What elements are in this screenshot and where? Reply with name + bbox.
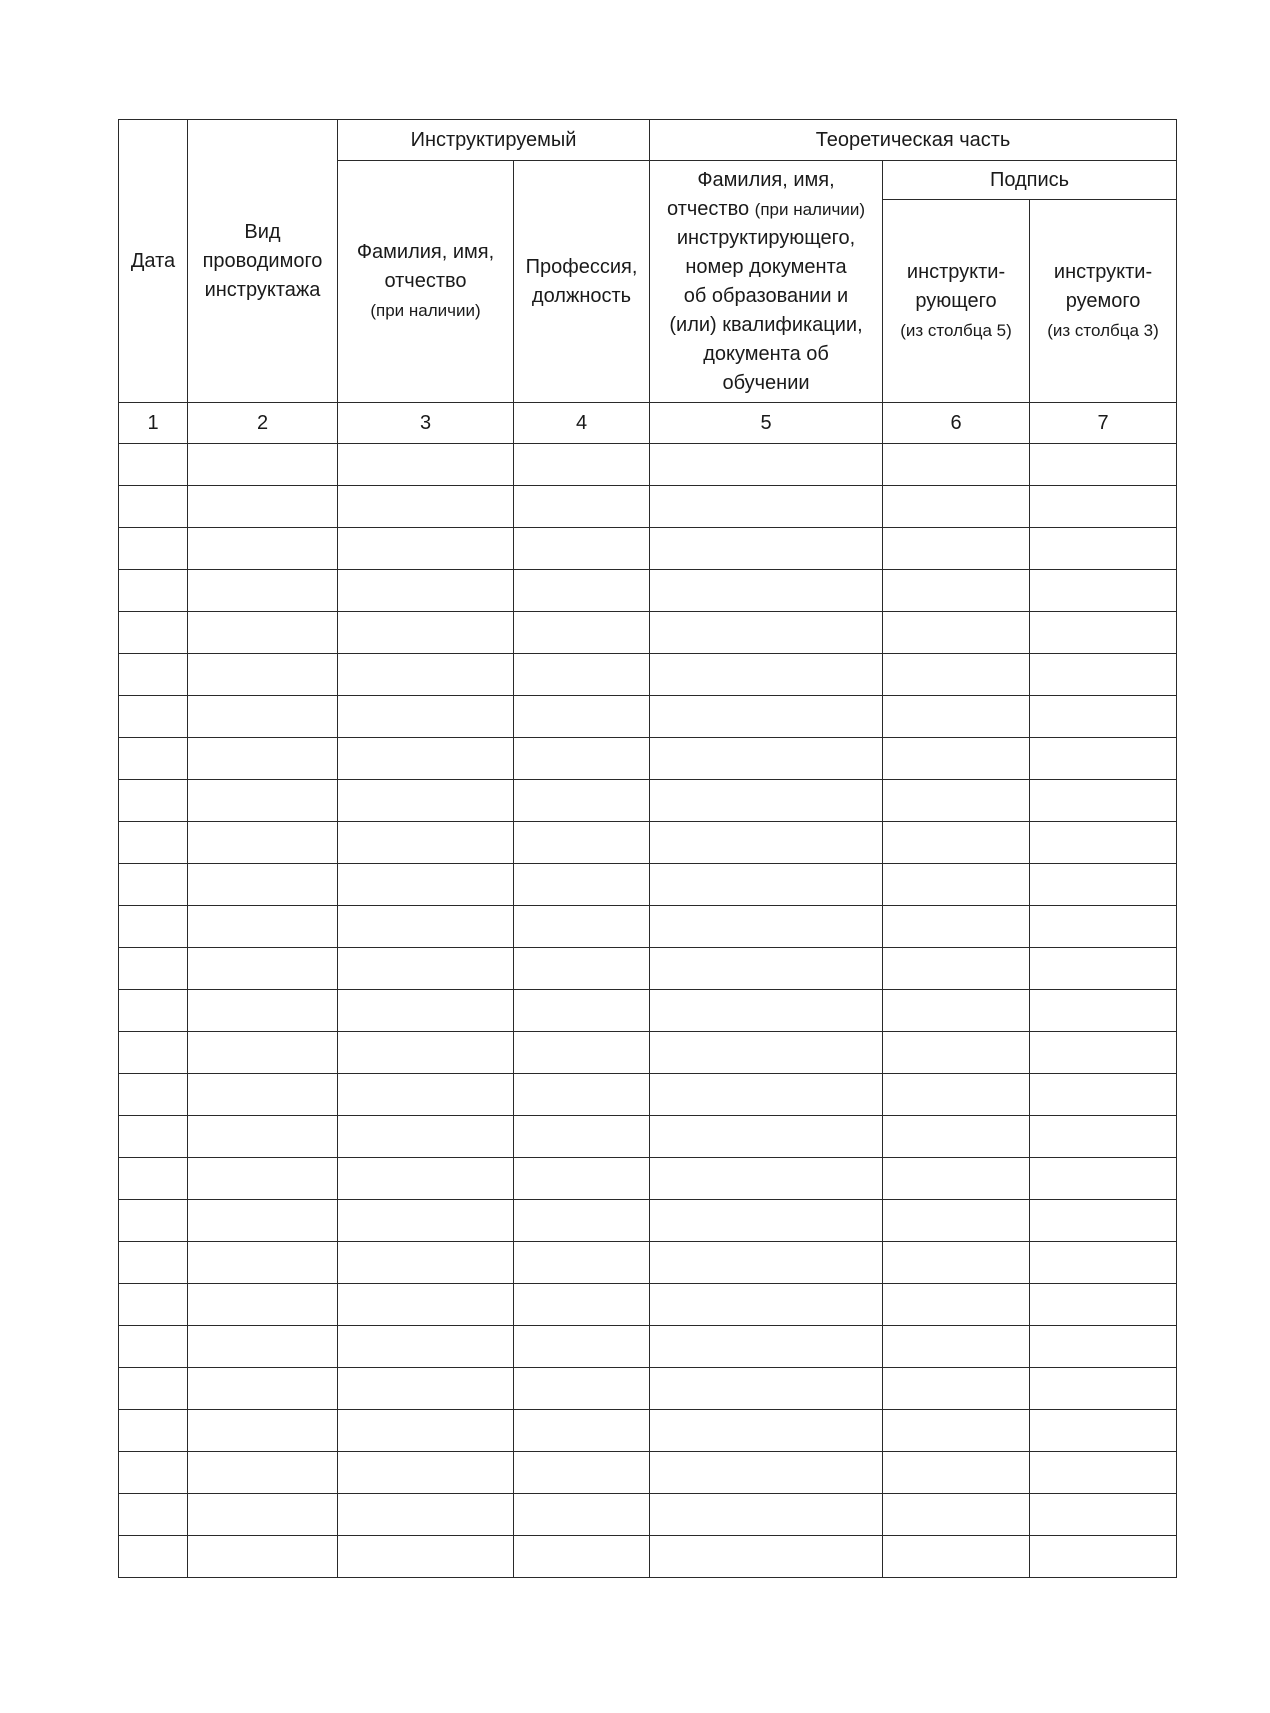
table-cell[interactable] bbox=[650, 1074, 883, 1116]
table-row bbox=[119, 906, 1177, 948]
table-cell[interactable] bbox=[1030, 1368, 1177, 1410]
table-cell[interactable] bbox=[883, 1368, 1030, 1410]
header-instruction-type-line: проводимого bbox=[202, 249, 323, 272]
table-row bbox=[119, 1116, 1177, 1158]
header-instructor-fio-line bbox=[650, 195, 882, 224]
table-cell[interactable] bbox=[650, 1284, 883, 1326]
column-number: 7 bbox=[1030, 403, 1177, 444]
header-profession-line: Профессия, bbox=[525, 255, 638, 278]
column-number-row bbox=[119, 403, 1177, 444]
table-row bbox=[119, 1032, 1177, 1074]
table-cell[interactable] bbox=[1030, 780, 1177, 822]
table-cell[interactable] bbox=[188, 1326, 338, 1368]
table-cell[interactable] bbox=[338, 1242, 514, 1284]
table-row bbox=[119, 1242, 1177, 1284]
table-cell[interactable] bbox=[650, 486, 883, 528]
table-cell[interactable] bbox=[119, 1536, 188, 1578]
table-cell[interactable] bbox=[188, 1158, 338, 1200]
header-instructor-fio-word: отчество bbox=[667, 197, 750, 220]
table-cell[interactable] bbox=[119, 1410, 188, 1452]
table-cell[interactable] bbox=[883, 864, 1030, 906]
table-cell[interactable] bbox=[650, 948, 883, 990]
table-row bbox=[119, 1410, 1177, 1452]
table-cell[interactable] bbox=[650, 780, 883, 822]
table-cell[interactable] bbox=[514, 780, 650, 822]
header-instructor-fio-line: (или) квалификации, bbox=[669, 313, 863, 336]
table-cell[interactable] bbox=[883, 1494, 1030, 1536]
table-cell[interactable] bbox=[1030, 1536, 1177, 1578]
table-cell[interactable] bbox=[119, 1158, 188, 1200]
column-number: 1 bbox=[119, 403, 188, 444]
column-number: 2 bbox=[188, 403, 338, 444]
table-row bbox=[119, 1200, 1177, 1242]
table-cell[interactable] bbox=[338, 528, 514, 570]
table-cell[interactable] bbox=[188, 528, 338, 570]
table-cell[interactable] bbox=[338, 1368, 514, 1410]
table-cell[interactable] bbox=[1030, 1200, 1177, 1242]
table-cell[interactable] bbox=[883, 1536, 1030, 1578]
table-cell[interactable] bbox=[650, 1452, 883, 1494]
header-instructor-fio-note: (при наличии) bbox=[754, 199, 865, 219]
table-cell[interactable] bbox=[514, 822, 650, 864]
table-cell[interactable] bbox=[188, 822, 338, 864]
table-row bbox=[119, 696, 1177, 738]
table-cell[interactable] bbox=[514, 990, 650, 1032]
header-signature-group: Подпись bbox=[883, 161, 1177, 200]
table-row bbox=[119, 1452, 1177, 1494]
header-instruction-type bbox=[188, 120, 338, 403]
table-cell[interactable] bbox=[883, 1410, 1030, 1452]
table-cell[interactable] bbox=[188, 1200, 338, 1242]
header-sign-instructed-line: инструкти- bbox=[1053, 260, 1153, 283]
header-instructed-fio-line: Фамилия, имя, bbox=[356, 241, 495, 263]
table-cell[interactable] bbox=[650, 1410, 883, 1452]
table-cell[interactable] bbox=[650, 1032, 883, 1074]
table-cell[interactable] bbox=[188, 1242, 338, 1284]
table-cell[interactable] bbox=[188, 1032, 338, 1074]
table-cell[interactable] bbox=[650, 570, 883, 612]
table-cell[interactable] bbox=[650, 696, 883, 738]
table-cell[interactable] bbox=[119, 654, 188, 696]
table-cell[interactable] bbox=[338, 1494, 514, 1536]
table-cell[interactable] bbox=[119, 1242, 188, 1284]
column-number: 3 bbox=[338, 403, 514, 444]
table-cell[interactable] bbox=[883, 1116, 1030, 1158]
table-cell[interactable] bbox=[514, 1452, 650, 1494]
header-instructor-fio-line: Фамилия, имя, bbox=[697, 168, 835, 191]
table-cell[interactable] bbox=[338, 990, 514, 1032]
table-cell[interactable] bbox=[514, 906, 650, 948]
table-cell[interactable] bbox=[1030, 1326, 1177, 1368]
table-cell[interactable] bbox=[883, 486, 1030, 528]
table-cell[interactable] bbox=[338, 1326, 514, 1368]
table-cell[interactable] bbox=[188, 948, 338, 990]
header-profession bbox=[514, 161, 650, 403]
table-cell[interactable] bbox=[119, 1452, 188, 1494]
header-instruction-type-line: Вид bbox=[244, 220, 281, 243]
table-cell[interactable] bbox=[650, 822, 883, 864]
table-cell[interactable] bbox=[188, 1452, 338, 1494]
header-sign-instructed-note: (из столбца 3) bbox=[1047, 320, 1159, 340]
table-cell[interactable] bbox=[883, 444, 1030, 486]
table-cell[interactable] bbox=[883, 1284, 1030, 1326]
table-cell[interactable] bbox=[338, 738, 514, 780]
table-row bbox=[119, 1536, 1177, 1578]
table-cell[interactable] bbox=[650, 1326, 883, 1368]
table-row bbox=[119, 990, 1177, 1032]
table-cell[interactable] bbox=[883, 612, 1030, 654]
table-cell[interactable] bbox=[883, 696, 1030, 738]
table-cell[interactable] bbox=[188, 696, 338, 738]
table-row bbox=[119, 444, 1177, 486]
table-cell[interactable] bbox=[514, 444, 650, 486]
table-cell[interactable] bbox=[188, 570, 338, 612]
table-row bbox=[119, 948, 1177, 990]
table-cell[interactable] bbox=[338, 486, 514, 528]
table-cell[interactable] bbox=[514, 612, 650, 654]
table-cell[interactable] bbox=[514, 696, 650, 738]
header-instructor-fio-line: номер документа bbox=[685, 255, 847, 278]
table-cell[interactable] bbox=[650, 654, 883, 696]
table-cell[interactable] bbox=[338, 570, 514, 612]
table-cell[interactable] bbox=[188, 1536, 338, 1578]
table-cell[interactable] bbox=[188, 990, 338, 1032]
table-cell[interactable] bbox=[338, 1116, 514, 1158]
header-instructor-fio-line: об образовании и bbox=[683, 284, 849, 307]
table-cell[interactable] bbox=[883, 1452, 1030, 1494]
table-cell[interactable] bbox=[514, 486, 650, 528]
table-cell[interactable] bbox=[1030, 1494, 1177, 1536]
table-row bbox=[119, 1494, 1177, 1536]
table-cell[interactable] bbox=[188, 654, 338, 696]
table-cell[interactable] bbox=[188, 1116, 338, 1158]
table-cell[interactable] bbox=[338, 780, 514, 822]
table-cell[interactable] bbox=[514, 1494, 650, 1536]
header-instructed-fio bbox=[338, 161, 514, 403]
header-instructed-fio-note: (при наличии) bbox=[370, 301, 481, 320]
table-cell[interactable] bbox=[1030, 612, 1177, 654]
table-cell[interactable] bbox=[119, 738, 188, 780]
table-row bbox=[119, 486, 1177, 528]
table-cell[interactable] bbox=[514, 1536, 650, 1578]
table-cell[interactable] bbox=[188, 906, 338, 948]
header-sign-instructor-line: рующего bbox=[915, 289, 997, 312]
table-cell[interactable] bbox=[119, 570, 188, 612]
table-cell[interactable] bbox=[188, 1410, 338, 1452]
header-sign-instructor-line: инструкти- bbox=[906, 260, 1006, 283]
header-sign-instructed-line: руемого bbox=[1065, 289, 1141, 312]
table-cell[interactable] bbox=[338, 822, 514, 864]
table-cell[interactable] bbox=[514, 1116, 650, 1158]
table-cell[interactable] bbox=[650, 738, 883, 780]
column-number: 6 bbox=[883, 403, 1030, 444]
table-cell[interactable] bbox=[1030, 1116, 1177, 1158]
table-cell[interactable] bbox=[188, 1494, 338, 1536]
table-cell[interactable] bbox=[1030, 654, 1177, 696]
table-cell[interactable] bbox=[514, 1032, 650, 1074]
table-cell[interactable] bbox=[1030, 1242, 1177, 1284]
table-row bbox=[119, 528, 1177, 570]
table-cell[interactable] bbox=[883, 1074, 1030, 1116]
table-cell[interactable] bbox=[119, 864, 188, 906]
table-cell[interactable] bbox=[119, 486, 188, 528]
table-row bbox=[119, 780, 1177, 822]
header-instructed-group: Инструктируемый bbox=[338, 120, 650, 161]
table-cell[interactable] bbox=[650, 864, 883, 906]
table-cell[interactable] bbox=[1030, 1284, 1177, 1326]
table-cell[interactable] bbox=[1030, 528, 1177, 570]
table-cell[interactable] bbox=[1030, 1074, 1177, 1116]
header-sign-instructed bbox=[1030, 200, 1177, 403]
table-cell[interactable] bbox=[1030, 1032, 1177, 1074]
table-cell[interactable] bbox=[514, 1368, 650, 1410]
table-cell[interactable] bbox=[338, 1410, 514, 1452]
table-cell[interactable] bbox=[514, 1158, 650, 1200]
table-cell[interactable] bbox=[1030, 1158, 1177, 1200]
table-cell[interactable] bbox=[119, 1032, 188, 1074]
table-row bbox=[119, 864, 1177, 906]
table-cell[interactable] bbox=[883, 1158, 1030, 1200]
table-cell[interactable] bbox=[338, 1200, 514, 1242]
table-cell[interactable] bbox=[514, 1200, 650, 1242]
table-cell[interactable] bbox=[338, 948, 514, 990]
table-cell[interactable] bbox=[1030, 990, 1177, 1032]
table-cell[interactable] bbox=[883, 822, 1030, 864]
table-cell[interactable] bbox=[338, 1032, 514, 1074]
header-theory-group: Теоретическая часть bbox=[650, 120, 1177, 161]
table-cell[interactable] bbox=[119, 780, 188, 822]
table-cell[interactable] bbox=[119, 1074, 188, 1116]
table-cell[interactable] bbox=[514, 570, 650, 612]
table-cell[interactable] bbox=[119, 990, 188, 1032]
table-cell[interactable] bbox=[338, 1158, 514, 1200]
table-cell[interactable] bbox=[883, 1200, 1030, 1242]
table-row bbox=[119, 612, 1177, 654]
table-cell[interactable] bbox=[338, 906, 514, 948]
table-cell[interactable] bbox=[338, 654, 514, 696]
table-cell[interactable] bbox=[650, 1536, 883, 1578]
table-cell[interactable] bbox=[188, 864, 338, 906]
table-cell[interactable] bbox=[650, 1116, 883, 1158]
header-instructor-fio-line: документа об bbox=[703, 342, 829, 365]
table-cell[interactable] bbox=[119, 528, 188, 570]
table-cell[interactable] bbox=[188, 1074, 338, 1116]
table-cell[interactable] bbox=[188, 612, 338, 654]
table-cell[interactable] bbox=[883, 1326, 1030, 1368]
table-cell[interactable] bbox=[650, 1242, 883, 1284]
table-cell[interactable] bbox=[883, 780, 1030, 822]
table-cell[interactable] bbox=[514, 1410, 650, 1452]
table-cell[interactable] bbox=[883, 948, 1030, 990]
table-cell[interactable] bbox=[883, 570, 1030, 612]
table-cell[interactable] bbox=[338, 1284, 514, 1326]
table-cell[interactable] bbox=[119, 1326, 188, 1368]
table-cell[interactable] bbox=[119, 822, 188, 864]
table-row bbox=[119, 1368, 1177, 1410]
table-cell[interactable] bbox=[514, 1284, 650, 1326]
header-instruction-type-line: инструктажа bbox=[204, 278, 321, 301]
table-cell[interactable] bbox=[514, 948, 650, 990]
table-cell[interactable] bbox=[1030, 570, 1177, 612]
table-cell[interactable] bbox=[338, 1074, 514, 1116]
table-cell[interactable] bbox=[338, 1536, 514, 1578]
table-cell[interactable] bbox=[1030, 864, 1177, 906]
table-cell[interactable] bbox=[514, 654, 650, 696]
table-cell[interactable] bbox=[883, 738, 1030, 780]
table-cell[interactable] bbox=[1030, 1452, 1177, 1494]
table-cell[interactable] bbox=[514, 1326, 650, 1368]
table-row bbox=[119, 1074, 1177, 1116]
header-date: Дата bbox=[119, 120, 188, 403]
table-cell[interactable] bbox=[650, 528, 883, 570]
table-cell[interactable] bbox=[119, 1200, 188, 1242]
table-cell[interactable] bbox=[188, 444, 338, 486]
table-row bbox=[119, 570, 1177, 612]
table-row bbox=[119, 1284, 1177, 1326]
table-cell[interactable] bbox=[650, 906, 883, 948]
table-cell[interactable] bbox=[514, 738, 650, 780]
table-cell[interactable] bbox=[1030, 444, 1177, 486]
table-cell[interactable] bbox=[119, 948, 188, 990]
header-row-groups bbox=[119, 120, 1177, 161]
table-cell[interactable] bbox=[1030, 738, 1177, 780]
header-instructor-fio-line: инструктирующего, bbox=[676, 226, 856, 249]
table-cell[interactable] bbox=[338, 1452, 514, 1494]
table-cell[interactable] bbox=[188, 780, 338, 822]
table-cell[interactable] bbox=[514, 1074, 650, 1116]
table-cell[interactable] bbox=[883, 906, 1030, 948]
table-cell[interactable] bbox=[188, 1368, 338, 1410]
table-cell[interactable] bbox=[650, 444, 883, 486]
table-cell[interactable] bbox=[338, 444, 514, 486]
table-cell[interactable] bbox=[338, 864, 514, 906]
table-row bbox=[119, 1158, 1177, 1200]
table-cell[interactable] bbox=[119, 444, 188, 486]
header-instructor-fio bbox=[650, 161, 883, 403]
header-sign-instructor-note: (из столбца 5) bbox=[900, 320, 1012, 340]
table-cell[interactable] bbox=[1030, 822, 1177, 864]
table-cell[interactable] bbox=[1030, 486, 1177, 528]
table-cell[interactable] bbox=[119, 1284, 188, 1326]
table-cell[interactable] bbox=[119, 906, 188, 948]
table-cell[interactable] bbox=[188, 738, 338, 780]
table-cell[interactable] bbox=[119, 1368, 188, 1410]
table-cell[interactable] bbox=[514, 528, 650, 570]
table-cell[interactable] bbox=[188, 1284, 338, 1326]
table-cell[interactable] bbox=[1030, 696, 1177, 738]
table-row bbox=[119, 1326, 1177, 1368]
header-instructed-fio-line: отчество bbox=[384, 270, 467, 292]
header-instructor-fio-line: обучении bbox=[722, 371, 810, 394]
table-cell[interactable] bbox=[650, 1494, 883, 1536]
column-number: 5 bbox=[650, 403, 883, 444]
table-cell[interactable] bbox=[119, 696, 188, 738]
table-cell[interactable] bbox=[650, 990, 883, 1032]
table-cell[interactable] bbox=[883, 1032, 1030, 1074]
table-cell[interactable] bbox=[883, 990, 1030, 1032]
header-sign-instructor bbox=[883, 200, 1030, 403]
instruction-journal-table bbox=[118, 119, 1177, 1578]
table-cell[interactable] bbox=[883, 528, 1030, 570]
table-cell[interactable] bbox=[883, 654, 1030, 696]
table-cell[interactable] bbox=[1030, 1410, 1177, 1452]
table-cell[interactable] bbox=[514, 1242, 650, 1284]
table-row bbox=[119, 654, 1177, 696]
table-cell[interactable] bbox=[650, 612, 883, 654]
table-cell[interactable] bbox=[1030, 906, 1177, 948]
table-cell[interactable] bbox=[650, 1158, 883, 1200]
table-cell[interactable] bbox=[338, 612, 514, 654]
table-cell[interactable] bbox=[119, 612, 188, 654]
table-cell[interactable] bbox=[514, 864, 650, 906]
table-cell[interactable] bbox=[338, 696, 514, 738]
table-cell[interactable] bbox=[650, 1200, 883, 1242]
header-profession-line: должность bbox=[531, 284, 632, 307]
table-row bbox=[119, 822, 1177, 864]
column-number: 4 bbox=[514, 403, 650, 444]
table-cell[interactable] bbox=[119, 1116, 188, 1158]
table-cell[interactable] bbox=[883, 1242, 1030, 1284]
table-cell[interactable] bbox=[119, 1494, 188, 1536]
table-cell[interactable] bbox=[650, 1368, 883, 1410]
table-row bbox=[119, 738, 1177, 780]
table-cell[interactable] bbox=[1030, 948, 1177, 990]
table-cell[interactable] bbox=[188, 486, 338, 528]
